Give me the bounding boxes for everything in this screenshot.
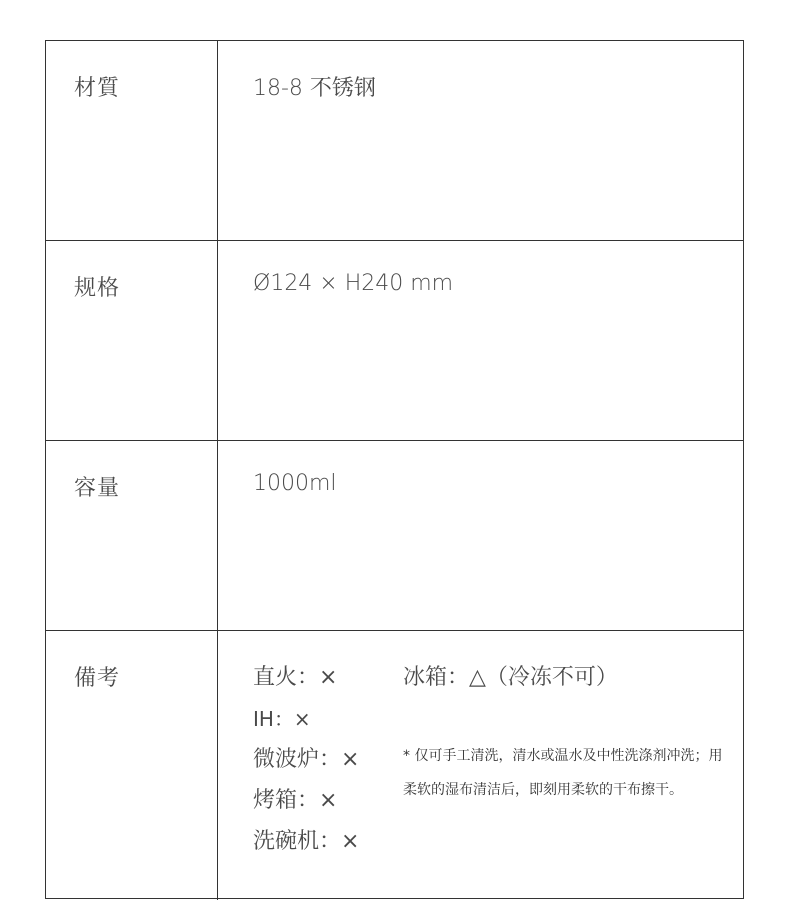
capacity-row <box>46 440 743 630</box>
material-label: 材質 <box>74 76 121 101</box>
capacity-label: 容量 <box>74 476 121 501</box>
material-row <box>46 41 743 240</box>
capacity-value: 1000ml <box>253 471 337 496</box>
column-divider <box>217 441 218 630</box>
column-divider <box>217 631 218 900</box>
oven-item: 烤箱：× <box>253 788 338 813</box>
spec-table <box>45 40 744 899</box>
notes-label: 備考 <box>74 666 121 691</box>
care-instructions-note: * 仅可手工清洗，清水或温水及中性洗涤剂冲洗；用柔软的湿布清洁后，即刻用柔软的干布擦干。 <box>403 748 723 798</box>
material-value: 18-8 不锈钢 <box>253 76 376 101</box>
column-divider <box>217 241 218 440</box>
direct-fire-item: 直火：× <box>253 665 338 690</box>
size-row <box>46 240 743 440</box>
column-divider <box>217 41 218 240</box>
dishwasher-item: 洗碗机：× <box>253 829 360 854</box>
size-value: Ø124 × H240 mm <box>253 271 454 296</box>
size-label: 规格 <box>74 276 121 301</box>
fridge-item: 冰箱：△（冷冻不可） <box>403 665 618 690</box>
notes-row <box>46 630 743 900</box>
microwave-item: 微波炉：× <box>253 747 360 772</box>
usage-compatibility-list <box>253 661 359 866</box>
induction-item: IH：× <box>253 707 311 731</box>
